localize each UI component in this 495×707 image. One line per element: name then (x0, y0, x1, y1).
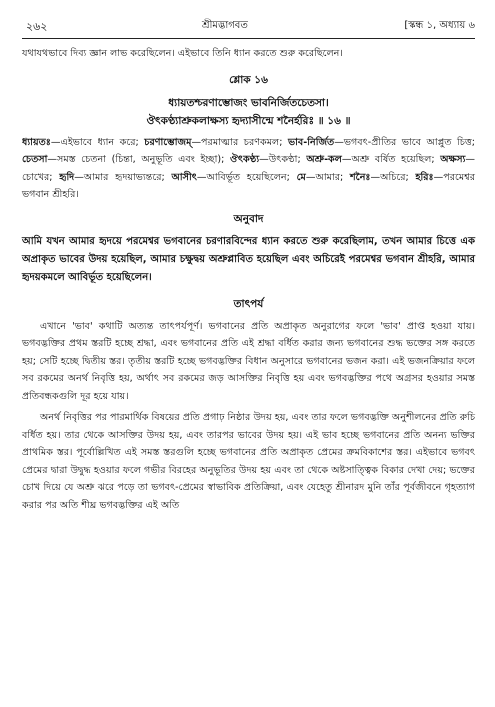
synonym-word: চেতসা (22, 154, 48, 165)
purport-paragraph: এখানে 'ভাব' কথাটি অত্যন্ত তাৎপর্যপূর্ণ। ভগবানের প্রতি অপ্রাকৃত অনুরাগের ফলে 'ভাব' প্রাপ্ত হওয়া যায়। ভগবদ্ভক্তির প্রথম স্তরটি হচ্ছে শ্রদ্ধা, এবং ভগবানের প্রতি এই শ্রদ্ধা বর্ধিত করার জন্য ভগবানের শুদ্ধ ভক্তের সঙ্গ করতে হয়; সেটি হচ্ছে দ্বিতীয় স্তর। তৃতীয় স্তরটি হচ্ছে ভগবদ্ভক্তির বিধান অনুসারে ভগবানের ভজন করা। এই ভজনক্রিয়ার ফলে সব রকমের অনর্থ নিবৃত্তি হয়, অর্থাৎ সব রকমের জড় আসক্তির নিবৃত্তি হয় এবং ভগবদ্ভক্তির পথে অগ্রসর হওয়ার সমস্ত প্রতিবন্ধকগুলি দূর হয়ে যায়। (22, 320, 475, 402)
verse-line: ঔৎকণ্ঠ্যাশ্রুকলাক্ষস্য হৃদ্যাসীন্মে শনৈর্হরিঃ ॥ ১৬ ॥ (146, 114, 351, 127)
page-header (22, 14, 475, 36)
synonym-word: আসীৎ (171, 171, 197, 183)
synonym-meaning: —সমস্ত চেতনা (চিন্তা, অনুভূতি এবং ইচ্ছা); (47, 154, 230, 165)
synonym-meaning: —আমার; (305, 171, 350, 183)
page-number: ২৬২ (26, 20, 48, 33)
synonym-meaning: —আমার হৃদয়াভ্যন্তরে; (74, 171, 172, 183)
purport-heading: তাৎপর্য (233, 297, 264, 310)
synonym-meaning: —চোখের; (22, 154, 476, 183)
synonyms-block (22, 134, 475, 204)
synonym-word: চরণাম্ভোজম্ (144, 136, 192, 148)
synonym-meaning: —ভগবৎ-প্রীতির ভাবে আপ্লুত চিত্ত; (334, 136, 475, 148)
synonym-meaning: —পরমাত্মার চরণকমল; (191, 136, 288, 148)
book-page (22, 14, 475, 514)
synonym-meaning: —উৎকণ্ঠা; (259, 154, 307, 165)
synonym-meaning: —আবির্ভূত হয়েছিলেন; (196, 171, 297, 183)
synonym-word: শনৈঃ (349, 171, 371, 183)
synonym-meaning: —এইভাবে ধ্যান করে; (50, 136, 145, 148)
purport-paragraph: অনর্থ নিবৃত্তির পর পারমার্থিক বিষয়ের প্রতি প্রগাঢ় নিষ্ঠার উদয় হয়, এবং তার ফলে ভগবদ্ভক্তি অনুশীলনের প্রতি রুচি বর্ধিত হয়। তার থেকে আসক্তির উদয় হয়, এবং তারপর ভাবের উদয় হয়। এই ভাব হচ্ছে ভগবানের প্রতি অনন্য ভক্তির প্রাথমিক স্তর। পূর্বোল্লিখিত এই সমস্ত স্তরগুলি হচ্ছে ভগবানের প্রতি অপ্রাকৃত প্রেমের ক্রমবিকাশের স্তর। এইভাবে ভগবৎ প্রেমের দ্বারা উদ্বুদ্ধ হওয়ার ফলে গভীর বিরহের অনুভূতির উদয় হয় এবং তা থেকে অষ্টসাত্ত্বিক বিকার দেখা দেয়; ভক্তের চোখ দিয়ে যে অশ্রু ঝরে পড়ে তা ভগবৎ-প্রেমের স্বাভাবিক প্রতিক্রিয়া, এবং যেহেতু শ্রীনারদ মুনি তাঁর পূর্বজীবনে গৃহত্যাগ করার পর অতি শীঘ্র ভগবদ্ভক্তির এই অতি (22, 412, 475, 511)
synonym-meaning: —অশ্রু বর্ষিত হয়েছিল; (341, 154, 441, 165)
verse-line: ধ্যায়তশ্চরণাম্ভোজং ভাবনির্জিতচেতসা। (168, 96, 329, 109)
section-reference: [স্কন্ধ ১, অধ্যায় ৬ (404, 20, 475, 31)
synonym-meaning: —অচিরে; (370, 171, 416, 183)
synonym-word: ভাব-নির্জিত (287, 136, 335, 148)
synonym-word: হৃদি (59, 171, 75, 183)
synonym-word: মে (296, 171, 306, 183)
header-divider (22, 38, 475, 39)
intro-paragraph: যথাযথভাবে দিব্য জ্ঞান লাভ করেছিলেন। এইভাবে তিনি ধ্যান করতে শুরু করেছিলেন। (22, 48, 343, 59)
synonym-word: হরিঃ (415, 171, 434, 183)
synonym-meaning: —পরমেশ্বর ভগবান শ্রীহরি। (22, 171, 475, 200)
translation-text: আমি যখন আমার হৃদয়ে পরমেশ্বর ভগবানের চরণারবিন্দের ধ্যান করতে শুরু করেছিলাম, তখন আমার চিত্তে এক অপ্রাকৃত ভাবের উদয় হয়েছিল, আমার চক্ষুদ্বয় অশ্রুপ্লাবিত হয়েছিল এবং অচিরেই পরমেশ্বর ভগবান শ্রীহরি, আমার হৃদয়কমলে আবির্ভূত হয়েছিলেন। (22, 235, 475, 283)
synonym-word: অশ্রু-কল (306, 154, 342, 165)
synonym-word: অক্ষস্য (440, 154, 466, 165)
synonym-word: ধ্যায়তঃ (22, 136, 51, 148)
book-title: শ্রীমদ্ভাগবত (202, 20, 248, 31)
verse-heading: শ্লোক ১৬ (229, 73, 268, 86)
verse-block (22, 94, 475, 130)
translation-heading: অনুবাদ (233, 212, 264, 225)
synonym-word: ঔৎকণ্ঠ্য (229, 154, 260, 165)
